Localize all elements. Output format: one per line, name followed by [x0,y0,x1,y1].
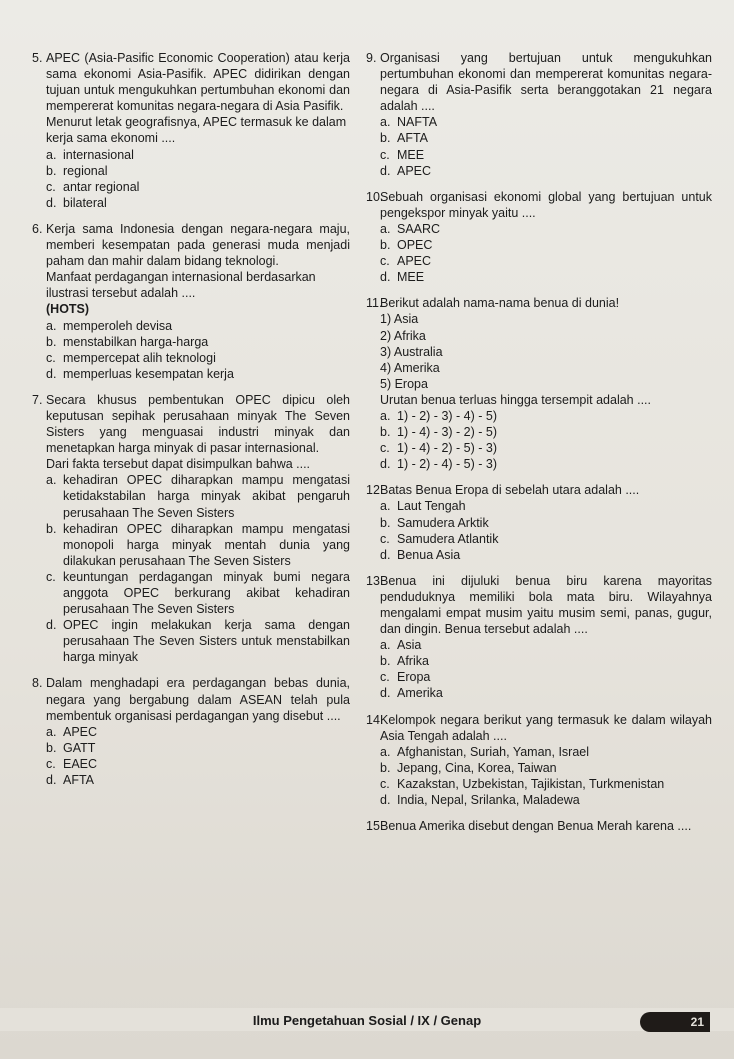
option-text: AFTA [397,131,429,146]
option-text: kehadiran OPEC diharapkan mampu mengatasi monopoli harga minyak mentah dunia yang dilakukan perusahaan The Seven Sisters [63,521,350,568]
answer-option [380,147,712,163]
question-number: 11. [366,296,383,311]
answer-option [46,318,350,334]
list-item: 1) Asia [380,312,419,327]
answer-option [380,744,712,760]
answer-option [380,424,712,440]
answer-option [380,269,712,285]
option-letter: a. [46,724,57,739]
option-letter: d. [46,366,57,381]
question-text: Sebuah organisasi ekonomi global yang bertujuan untuk pengekspor minyak yaitu .... [380,189,712,220]
question-prompt: Urutan benua terluas hingga tersempit adalah .... [380,392,652,407]
option-letter: c. [380,531,390,546]
answer-option [380,685,712,701]
option-text: memperoleh devisa [63,318,173,333]
question-number: 7. [32,392,43,407]
option-text: Kazakstan, Uzbekistan, Tajikistan, Turkmenistan [397,776,665,791]
option-text: Samudera Arktik [397,515,489,530]
question-number: 12. [366,483,384,498]
question-text: APEC (Asia-Pasific Economic Cooperation) atau kerja sama ekonomi Asia-Pasifik. APEC didirikan dengan tujuan untuk mengukuhkan pertumbuhan ekonomi dan mempererat komunitas negara-negara di Asia Pasifik. [46,51,350,114]
option-letter: b. [46,163,57,178]
option-text: MEE [397,270,425,285]
option-letter: c. [46,569,56,584]
option-text: memperluas kesempatan kerja [63,366,234,381]
list-item: 3) Australia [380,344,443,359]
answer-option [380,531,712,547]
option-letter: b. [380,760,391,775]
answer-option [380,440,712,456]
question-text: Dalam menghadapi era perdagangan bebas dunia, negara yang bergabung dalam ASEAN telah pula membentuk organisasi perdagangan yang disebut .... [46,676,350,723]
option-text: mempercepat alih teknologi [63,350,216,365]
question-13 [366,573,712,702]
option-letter: d. [380,793,391,808]
option-letter: c. [380,441,390,456]
option-letter: c. [46,756,56,771]
question-10 [366,189,712,286]
answer-option [380,253,712,269]
answer-option [46,350,350,366]
option-letter: b. [380,654,391,669]
answer-option [46,163,350,179]
option-letter: c. [46,179,56,194]
option-text: OPEC ingin melakukan kerja sama dengan perusahaan The Seven Sisters untuk menstabilkan harga minyak [63,618,350,665]
question-7 [32,392,350,666]
option-text: 1) - 2) - 3) - 4) - 5) [397,408,498,423]
option-letter: a. [46,147,57,162]
option-letter: c. [46,350,56,365]
answer-option [46,334,350,350]
answer-options [380,221,712,285]
question-number: 13. [366,573,384,588]
answer-option [380,669,712,685]
option-letter: c. [380,670,390,685]
answer-options [46,147,350,211]
question-6 [32,221,350,382]
answer-option [380,653,712,669]
option-text: Samudera Atlantik [397,531,499,546]
option-text: regional [63,163,108,178]
answer-option [46,147,350,163]
option-text: keuntungan perdagangan minyak bumi negara anggota OPEC berkurang akibat kehadiran perusahaan The Seven Sisters [63,569,350,617]
option-letter: a. [380,408,391,423]
answer-option [380,547,712,563]
option-letter: b. [46,740,57,755]
option-text: antar regional [63,179,140,194]
question-text: Kelompok negara berikut yang termasuk ke dalam wilayah Asia Tengah adalah .... [380,712,712,743]
option-text: internasional [63,147,134,162]
option-letter: d. [380,686,391,701]
option-letter: d. [380,270,391,285]
question-number: 15. [366,819,384,834]
option-text: APEC [397,163,432,178]
answer-option [46,756,350,772]
answer-option [46,179,350,195]
option-letter: b. [46,334,57,349]
list-item: 2) Afrika [380,328,426,343]
answer-option [380,114,712,130]
question-stem [366,482,712,498]
option-letter: a. [380,499,391,514]
option-text: NAFTA [397,115,438,130]
right-column [366,50,712,844]
option-letter: b. [46,521,57,536]
answer-options [46,724,350,788]
left-column [32,50,350,798]
question-12 [366,482,712,562]
answer-option [380,237,712,253]
question-number: 6. [32,221,43,236]
answer-option [380,130,712,146]
question-stem [32,50,350,114]
option-text: GATT [63,740,96,755]
question-text: Benua ini dijuluki benua biru karena mayoritas penduduknya memiliki bola mata biru. Wilayahnya mengalami empat musim yaitu musim semi, panas, gugur, dan dingin. Benua tersebut adalah .... [380,573,712,637]
answer-option [46,472,350,520]
question-stem [32,675,350,723]
question-prompt: Manfaat perdagangan internasional berdasarkan ilustrasi tersebut adalah .... [46,270,316,301]
option-letter: a. [380,638,391,653]
question-number: 5. [32,51,43,65]
option-text: Jepang, Cina, Korea, Taiwan [397,760,557,775]
option-letter: b. [380,515,391,530]
option-letter: d. [380,457,391,472]
option-text: Eropa [397,670,431,685]
option-letter: b. [380,238,391,253]
answer-options [46,318,350,382]
answer-options [380,744,712,808]
question-11 [366,295,712,472]
option-letter: a. [380,115,391,130]
question-text: Secara khusus pembentukan OPEC dipicu oleh keputusan sepihak perusahaan minyak The Seven Sisters yang menguasai industri minyak dan menetapkan harga minyak di pasar internasional. [46,392,350,456]
hots-label: (HOTS) [46,302,90,317]
answer-option [46,740,350,756]
question-text: Batas Benua Eropa di sebelah utara adalah .... [380,483,640,498]
option-text: Asia [397,638,422,653]
option-letter: c. [380,776,390,791]
answer-option [380,760,712,776]
answer-options [380,498,712,562]
answer-options [380,408,712,472]
answer-option [46,617,350,665]
option-text: Benua Asia [397,547,461,562]
question-stem [32,221,350,269]
option-letter: a. [380,744,391,759]
option-letter: a. [46,318,57,333]
option-text: bilateral [63,195,107,210]
option-text: MEE [397,147,425,162]
answer-option [46,521,350,569]
option-letter: b. [380,425,391,440]
option-letter: a. [380,221,391,236]
list-item: 4) Amerika [380,360,440,375]
answer-option [380,456,712,472]
answer-option [46,366,350,382]
option-text: 1) - 4) - 2) - 5) - 3) [397,441,498,456]
question-stem [366,818,712,834]
option-text: Afghanistan, Suriah, Yaman, Israel [397,744,590,759]
option-text: 1) - 4) - 3) - 2) - 5) [397,425,498,440]
option-text: OPEC [397,238,433,253]
question-stem [366,50,712,114]
question-number: 8. [32,676,43,691]
question-stem [366,573,712,637]
question-stem [366,295,712,311]
question-text: Berikut adalah nama-nama benua di dunia! [380,296,620,311]
answer-option [46,772,350,788]
option-text: 1) - 2) - 4) - 5) - 3) [397,457,498,472]
answer-option [380,776,712,792]
option-letter: c. [380,147,390,162]
question-stem [366,712,712,744]
option-text: AFTA [63,773,95,788]
option-text: APEC [397,254,432,269]
answer-option [380,221,712,237]
question-14 [366,712,712,809]
answer-option [380,515,712,531]
answer-option [380,163,712,179]
question-5 [32,50,350,211]
option-letter: d. [380,547,391,562]
answer-option [380,498,712,514]
question-8 [32,675,350,788]
option-letter: b. [380,131,391,146]
question-prompt: Dari fakta tersebut dapat disimpulkan bahwa .... [46,457,311,472]
option-text: Laut Tengah [397,499,466,514]
option-letter: d. [46,618,57,633]
question-number: 14. [366,712,384,727]
question-stem [366,189,712,221]
answer-option [46,569,350,617]
option-text: SAARC [397,221,441,236]
question-15 [366,818,712,834]
option-text: kehadiran OPEC diharapkan mampu mengatasi ketidakstabilan harga minyak akibat pengaruh perusahaan The Seven Sisters [63,473,350,520]
answer-option [380,408,712,424]
answer-options [380,114,712,178]
option-text: India, Nepal, Srilanka, Maladewa [397,793,580,808]
list-item: 5) Eropa [380,376,428,391]
question-prompt: Menurut letak geografisnya, APEC termasuk ke dalam kerja sama ekonomi .... [46,115,347,146]
option-text: EAEC [63,756,98,771]
answer-option [380,792,712,808]
option-letter: d. [46,195,57,210]
option-text: Amerika [397,686,443,701]
answer-option [46,724,350,740]
option-text: APEC [63,724,98,739]
footer-title: Ilmu Pengetahuan Sosial / IX / Genap [252,1013,482,1028]
option-letter: a. [46,473,57,488]
question-number: 9. [366,51,377,65]
option-text: Afrika [397,654,429,669]
option-letter: d. [46,773,57,788]
answer-option [380,637,712,653]
question-number: 10. [366,189,384,204]
answer-options [46,472,350,665]
option-letter: d. [380,163,391,178]
question-text: Benua Amerika disebut dengan Benua Merah karena .... [380,819,692,834]
answer-option [46,195,350,211]
option-text: menstabilkan harga-harga [63,334,209,349]
answer-options [380,637,712,701]
question-text: Kerja sama Indonesia dengan negara-negara maju, memberi kesempatan pada generasi muda menjadi paham dan mahir dalam bidang teknologi. [46,221,350,269]
question-text: Organisasi yang bertujuan untuk mengukuhkan pertumbuhan ekonomi dan mempererat komunitas negara-negara di Asia-Pasifik serta beranggotakan 21 negara adalah .... [380,51,712,114]
option-letter: c. [380,254,390,269]
question-stem [32,392,350,456]
question-9 [366,50,712,179]
page-number: 21 [640,1012,710,1032]
